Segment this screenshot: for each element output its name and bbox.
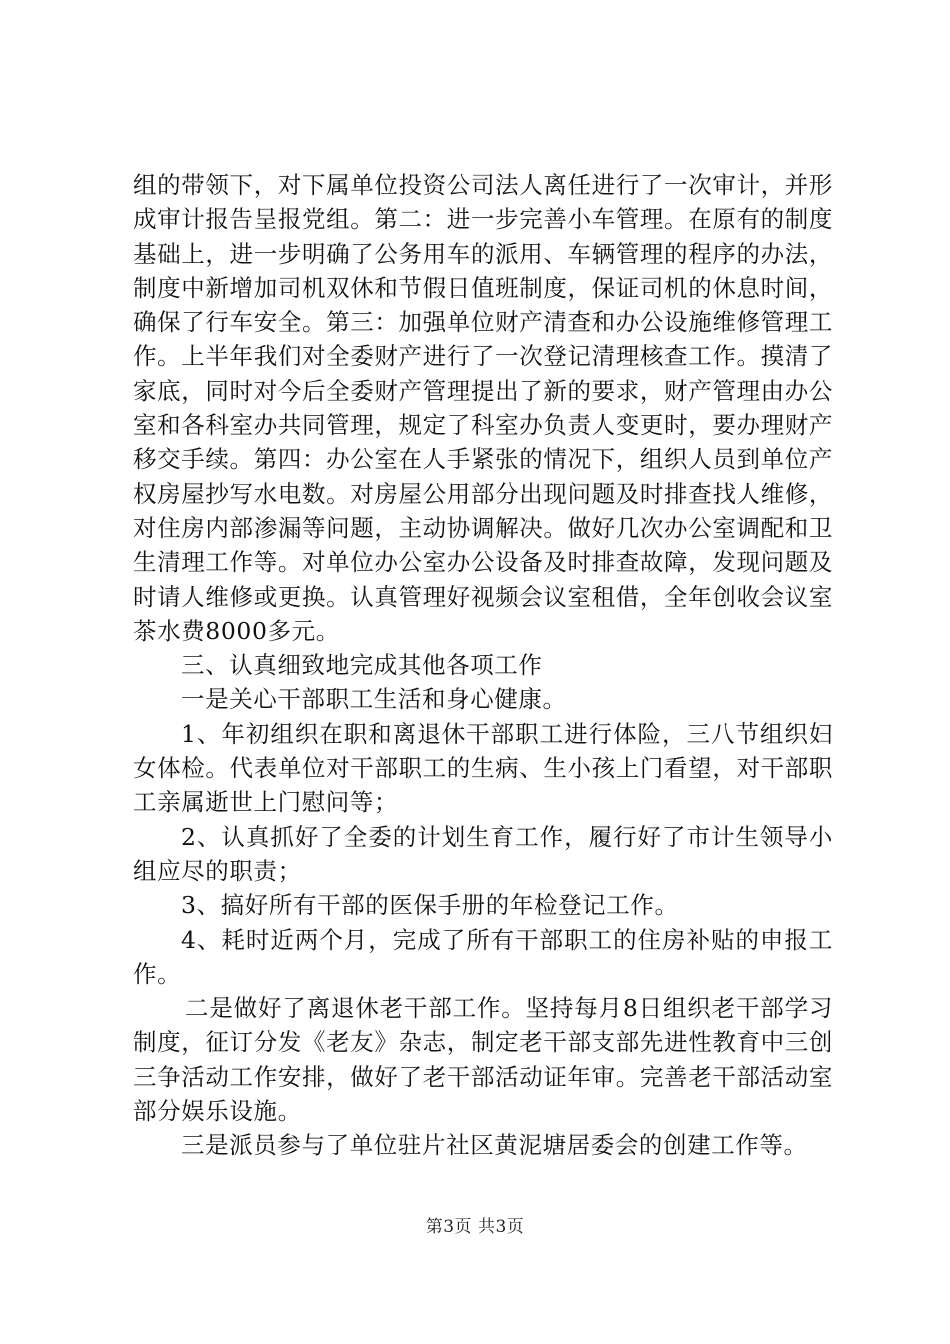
paragraph: 三是派员参与了单位驻片社区黄泥塘居委会的创建工作等。 bbox=[181, 1131, 808, 1160]
paragraph: 二是做好了离退休老干部工作。坚持每月8日组织老干部学习制度，征订分发《老友》杂志，制定老干部支部先进性教育中三创三争活动工作安排，做好了老干部活动证年审。完善老干部活动室部分娱乐设施。 bbox=[133, 994, 833, 1126]
section-heading: 三、认真细致地完成其他各项工作 bbox=[181, 651, 543, 680]
list-item: 4、耗时近两个月，完成了所有干部职工的住房补贴的申报工作。 bbox=[133, 925, 833, 988]
paragraph-continued-text: 组的带领下，对下属单位投资公司法人离任进行了一次审计，并形成审计报告呈报党组。第二：进一步完善小车管理。在原有的制度基础上，进一步明确了公务用车的派用、车辆管理的程序的办法，制度中新增加司机双休和节假日值班制度，保证司机的休息时间，确保了行车安全。第三：加强单位财产清查和办公设施维修管理工作。上半年我们对全委财产进行了一次登记清理核查工作。摸清了家底，同时对今后全委财产管理提出了新的要求，财产管理由办公室和各科室办共同管理，规定了科室办负责人变更时，要办理财产移交手续。第四：办公室在人手紧张的情况下，组织人员到单位产权房屋抄写水电数。对房屋公用部分出现问题及时排查找人维修，对住房内部渗漏等问题，主动协调解决。做好几次办公室调配和卫生清理工作等。对单位办公室办公设备及时排查故障，发现问题及时请人维修或更换。认真管理好视频会议室租借，全年创收会议室茶水费8000多元。 bbox=[133, 171, 833, 645]
subsection-heading: 一是关心干部职工生活和身心健康。 bbox=[181, 685, 567, 714]
document-body bbox=[133, 168, 833, 1163]
list-item: 2、认真抓好了全委的计划生育工作，履行好了市计生领导小组应尽的职责； bbox=[133, 822, 833, 885]
list-item: 1、年初组织在职和离退休干部职工进行体险，三八节组织妇女体检。代表单位对干部职工的生病、生小孩上门看望，对干部职工亲属逝世上门慰问等； bbox=[133, 719, 833, 817]
page-number-footer: 第3页 共3页 bbox=[425, 1217, 525, 1237]
list-item: 3、搞好所有干部的医保手册的年检登记工作。 bbox=[181, 891, 679, 920]
